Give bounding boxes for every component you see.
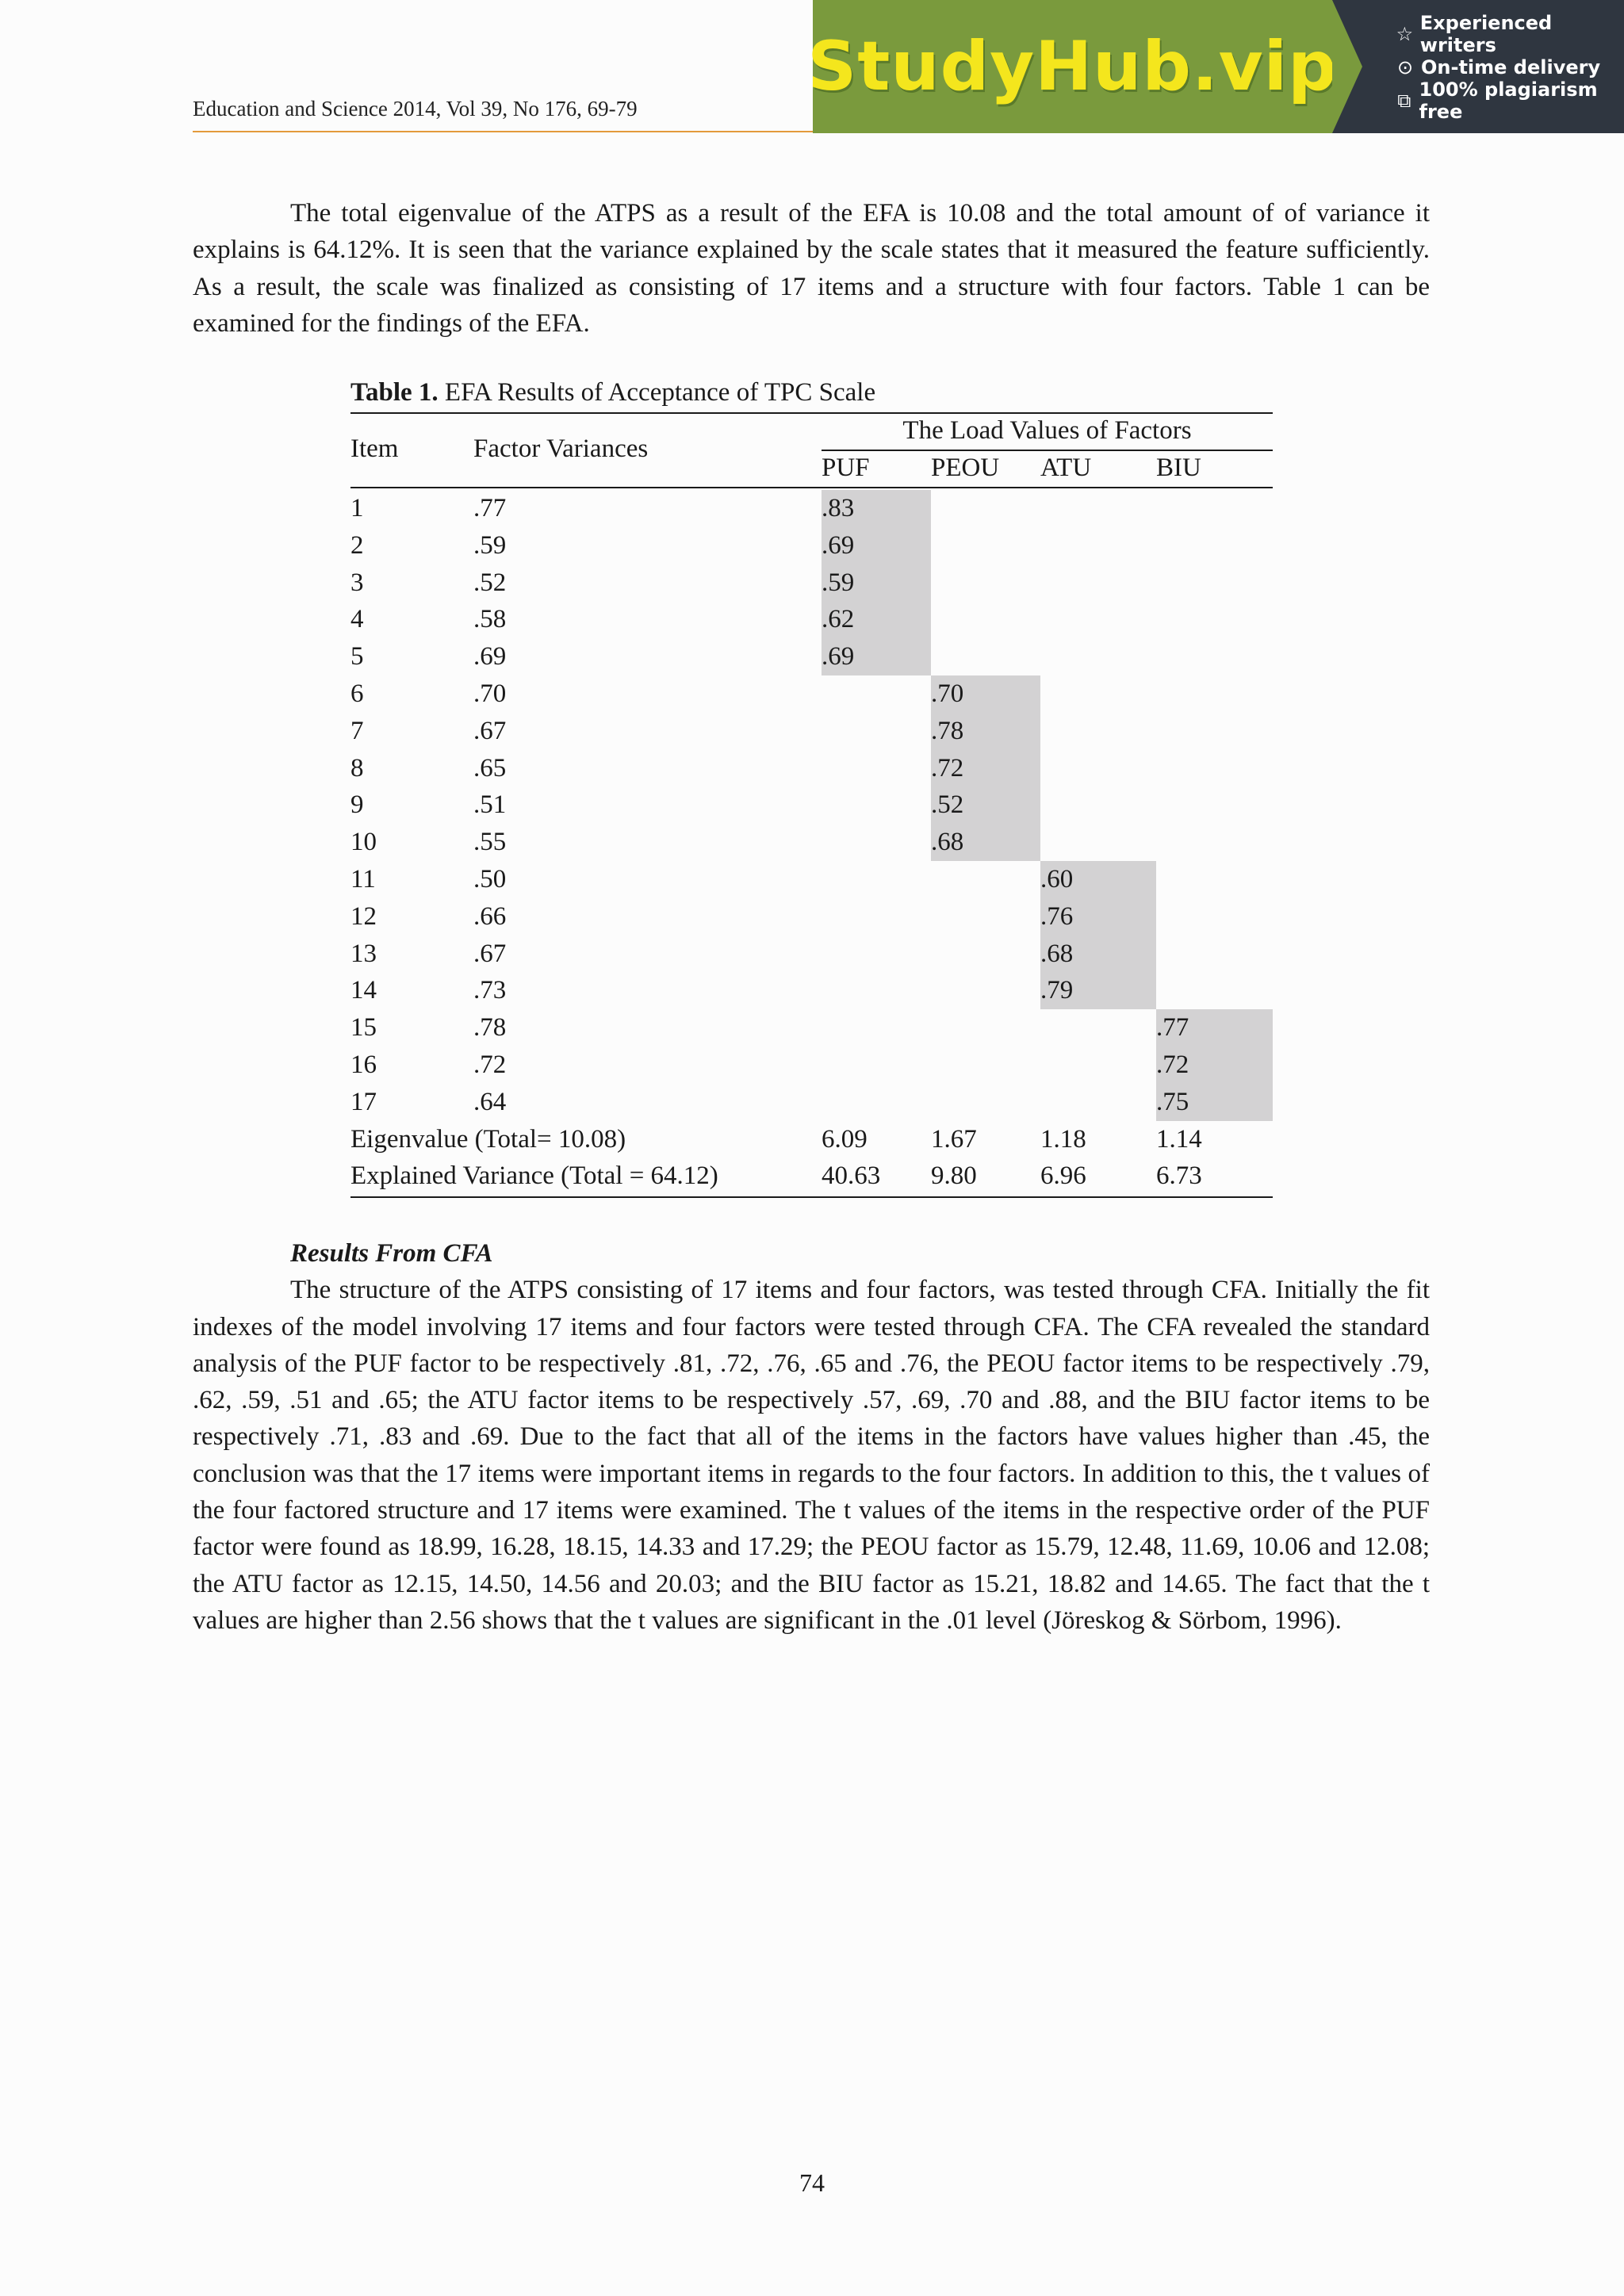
factor-load: .72 [931,753,964,783]
summary-value: 1.14 [1156,1124,1202,1154]
factor-variance: .50 [473,865,507,894]
header-factor-variances: Factor Variances [473,434,649,463]
factor-load: .83 [822,494,855,522]
header-factor-biu: BIU [1156,453,1201,482]
factor-load: .62 [822,605,855,634]
item-number: 5 [350,642,364,672]
cfa-paragraph: The structure of the ATPS consisting of 17 items and four factors, was tested through CFA. Initially the fit indexes of the model involving 17 items and four factors were tested through CFA. The CFA revealed the standard analysis of the PUF factor to be respectively .81, .72, .76, .65 and .76, the PEOU factor items to be respectively .79, .62, .59, .51 and .65; the ATU factor items to be respectively .57, .69, .70 and .88, and the BIU factor items to be respectively .71, .83 and .69. Due to the fact that all of the items in the factors have values higher than .45, the conclusion was that the 17 items were important items in regards to the four factors. In addition to this, the t values of the four factored structure and 17 items were examined. The t values of the items in the respective order of the PUF factor were found as 18.99, 16.28, 18.15, 14.33 and 17.29; the PEOU factor as 15.79, 12.48, 11.69, 10.06 and 12.08; the ATU factor as 12.15, 14.50, 14.56 and 20.03; and the BIU factor as 15.21, 18.82 and 14.65. The fact that the t values are higher than 2.56 shows that the t values are significant in the .01 level (Jöreskog & Sörbom, 1996). [193,1276,1430,1635]
factor-load: .69 [822,642,855,672]
summary-label: Explained Variance (Total = 64.12) [350,1161,718,1191]
factor-variance: .72 [473,1050,507,1079]
cfa-heading: Results From CFA [290,1239,493,1268]
summary-value: 1.18 [1040,1124,1086,1154]
cfa-section [193,1235,1430,1639]
factor-load: .60 [1040,865,1074,894]
factor-load: .69 [822,530,855,560]
factor-variance: .78 [473,1013,507,1043]
feature-label: 100% plagiarism free [1419,78,1598,123]
header-factor-atu: ATU [1040,453,1092,482]
factor-variance: .59 [473,530,507,560]
intro-section [193,195,1430,342]
item-number: 10 [350,828,377,857]
item-number: 15 [350,1013,377,1043]
factor-variance: .67 [473,939,507,968]
factor-variance: .55 [473,828,507,857]
factor-load: .75 [1156,1087,1189,1116]
item-number: 2 [350,530,364,560]
summary-value: 9.80 [931,1161,977,1191]
factor-variance: .52 [473,568,507,597]
efa-table [350,373,1273,1191]
summary-value: 6.73 [1156,1161,1202,1191]
summary-value: 40.63 [822,1161,881,1191]
summary-value: 1.67 [931,1124,977,1154]
item-number: 3 [350,568,364,597]
factor-load: .68 [1040,939,1074,968]
item-number: 16 [350,1050,377,1079]
journal-header: Education and Science 2014, Vol 39, No 176, 69-79 [193,97,638,121]
banner-features [1332,0,1624,133]
ad-banner[interactable] [807,0,1624,133]
header-load-values: The Load Values of Factors [902,416,1192,445]
summary-label: Eigenvalue (Total= 10.08) [350,1124,626,1154]
item-number: 11 [350,865,376,894]
factor-load: .77 [1156,1013,1189,1043]
item-number: 8 [350,753,364,783]
factor-variance: .70 [473,679,507,708]
summary-value: 6.09 [822,1124,868,1154]
factor-variance: .66 [473,901,507,931]
item-number: 9 [350,790,364,820]
item-number: 13 [350,939,377,968]
table-bottom-rule [350,1196,1273,1198]
studyhub-logo[interactable] [807,0,1338,133]
item-number: 4 [350,605,364,634]
table-caption-text: EFA Results of Acceptance of TPC Scale [444,378,876,407]
table-header-rule [350,487,1273,488]
table-caption [350,373,1273,411]
feature-label: Experienced writers [1419,12,1553,56]
factor-variance: .51 [473,790,507,820]
header-item: Item [350,434,399,463]
factor-load: .72 [1156,1050,1189,1079]
item-number: 1 [350,494,364,522]
copy-icon: ⧉ [1397,90,1411,112]
factor-variance: .67 [473,716,507,745]
logo-text: StudyHub.vip [807,27,1338,106]
feature-label: On-time delivery [1421,56,1601,78]
item-number: 7 [350,716,364,745]
factor-load: .79 [1040,976,1074,1005]
factor-variance: .77 [473,494,507,522]
header-factor-peou: PEOU [931,453,1000,482]
factor-load: .52 [931,790,964,820]
factor-variance: .64 [473,1087,507,1116]
factor-variance: .73 [473,976,507,1005]
header-factor-puf: PUF [822,453,870,482]
summary-value: 6.96 [1040,1161,1086,1191]
factor-variance: .65 [473,753,507,783]
factor-variance: .58 [473,605,507,634]
clock-icon: ⊙ [1396,56,1414,78]
star-icon: ☆ [1396,23,1414,45]
feature-plagiarism-free [1396,78,1624,123]
factor-load: .78 [931,716,964,745]
factor-load: .70 [931,679,964,708]
item-number: 12 [350,901,377,931]
feature-experienced-writers [1396,12,1624,56]
item-number: 6 [350,679,364,708]
factor-load: .68 [931,828,964,857]
item-number: 17 [350,1087,377,1116]
factor-variance: .69 [473,642,507,672]
item-number: 14 [350,976,377,1005]
table-caption-label: Table 1. [350,378,439,407]
factor-load: .59 [822,568,855,597]
page-number: 74 [799,2168,825,2197]
factor-load: .76 [1040,901,1074,931]
intro-paragraph: The total eigenvalue of the ATPS as a result of the EFA is 10.08 and the total amount of of variance it explains is 64.12%. It is seen that the variance explained by the scale states that it measured the feature sufficiently. As a result, the scale was finalized as consisting of 17 items and a structure with four factors. Table 1 can be examined for the findings of the EFA. [193,199,1430,338]
